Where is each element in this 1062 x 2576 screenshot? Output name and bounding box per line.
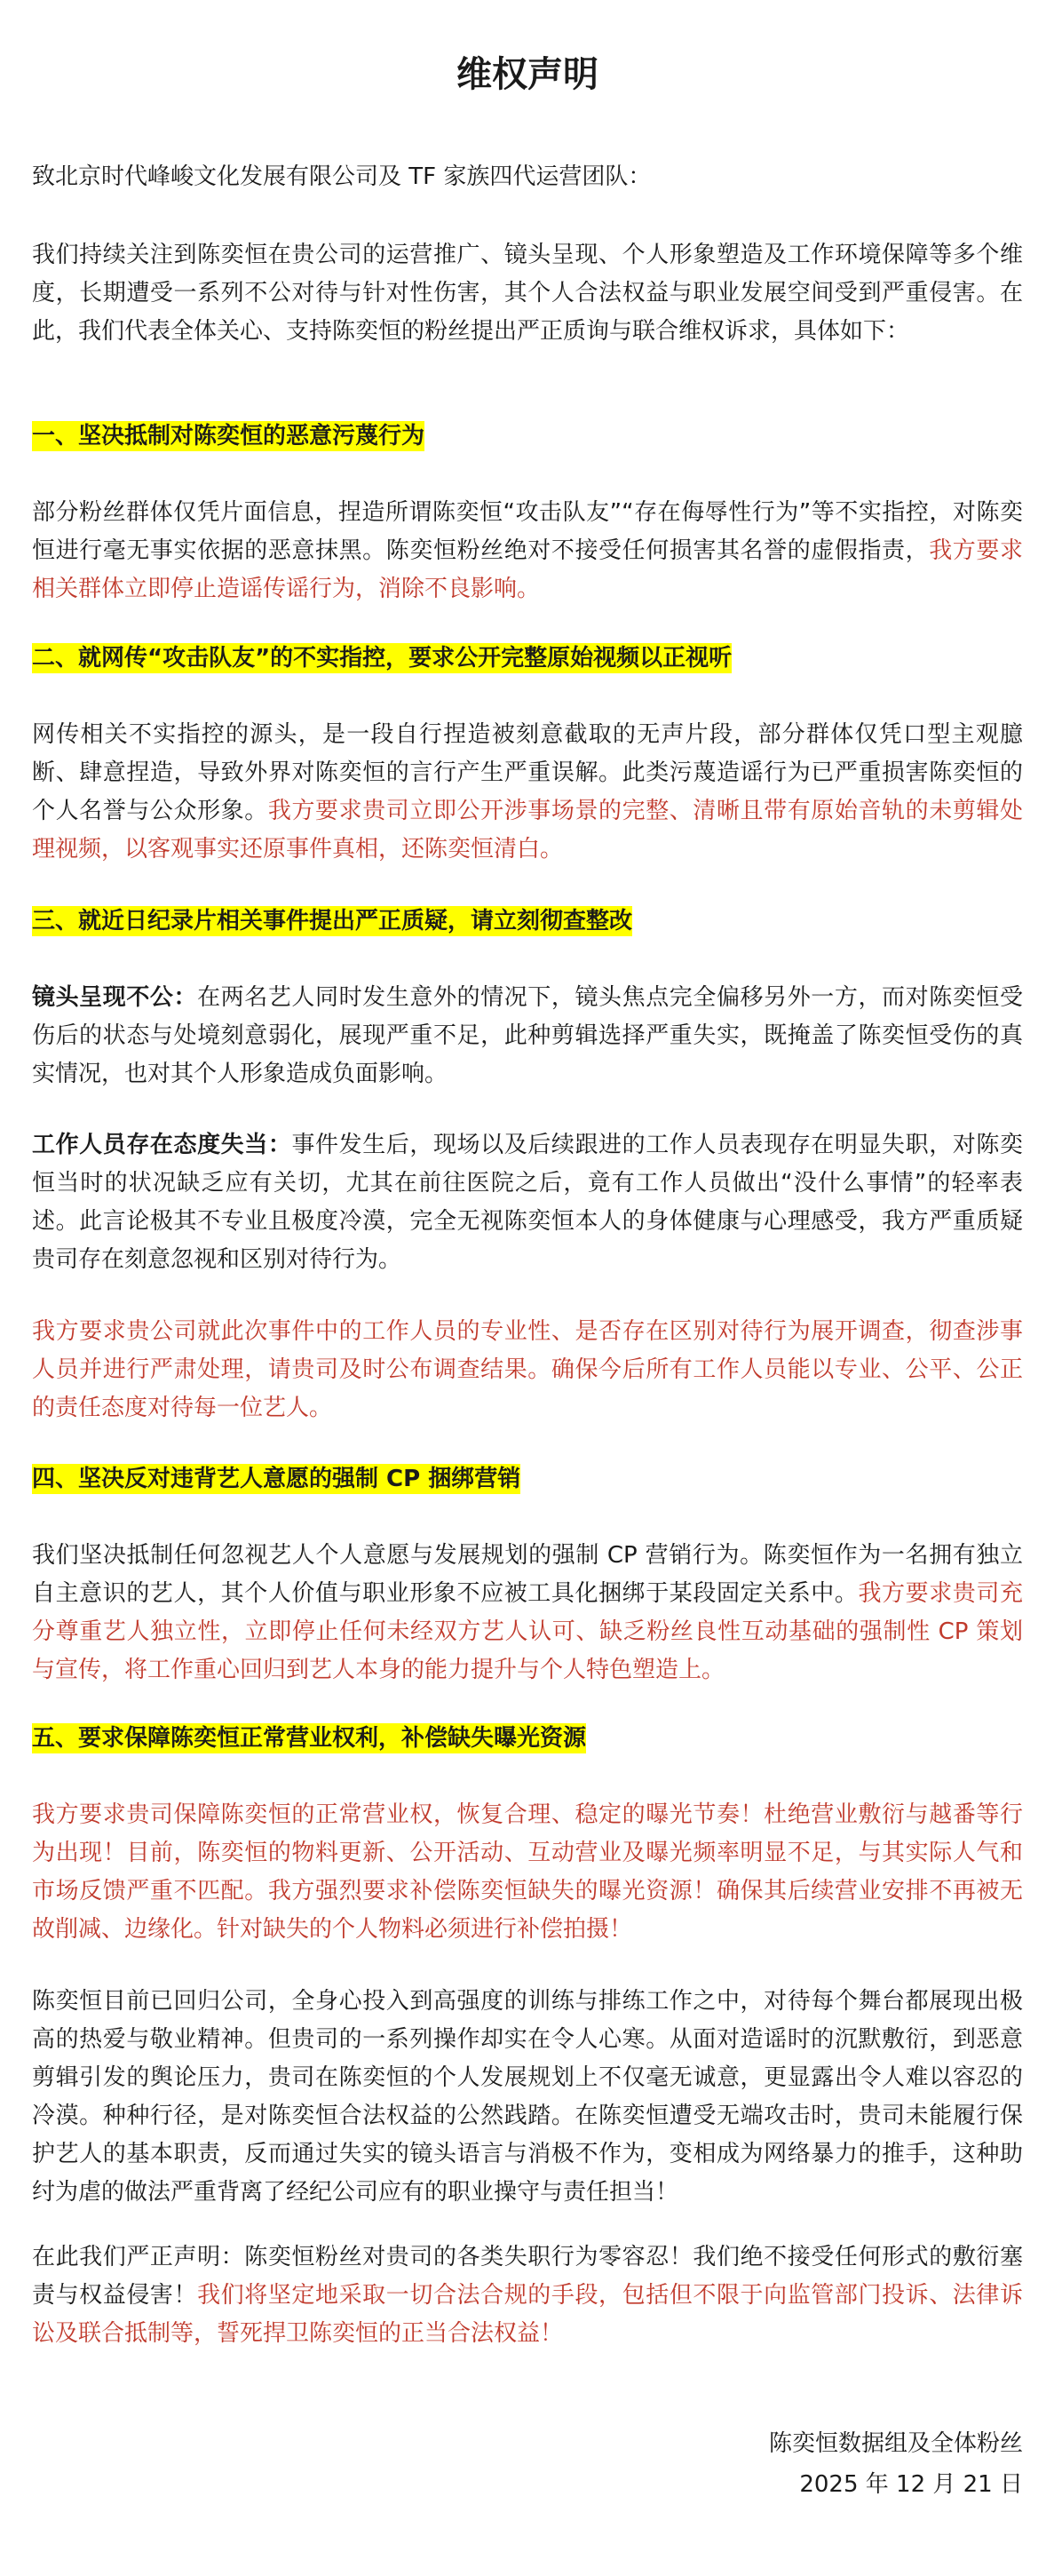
section-2-text: 网传相关不实指控的源头，是一段自行捏造被刻意截取的无声片段，部分群体仅凭口型主观臆断、肆意捏造，导致外界对陈奕恒的言行产生严重误解。此类污蔑造谣行为已严重损害陈奕恒的个人名誉与公众形象。 bbox=[32, 721, 1023, 824]
section-5-heading-text: 五、要求保障陈奕恒正常营业权利，补偿缺失曝光资源 bbox=[32, 1725, 587, 1752]
section-1-heading bbox=[32, 417, 424, 456]
section-5-demand: 我方要求贵司保障陈奕恒的正常营业权，恢复合理、稳定的曝光节奏！杜绝营业敷衍与越番等行为出现！目前，陈奕恒的物料更新、公开活动、互动营业及曝光频率明显不足，与其实际人气和市场反馈严重不匹配。我方强烈要求补偿陈奕恒缺失的曝光资源！确保其后续营业安排不再被无故削减、边缘化。针对缺失的个人物料必须进行补偿拍摄！ bbox=[32, 1801, 1023, 1943]
intro-paragraph: 我们持续关注到陈奕恒在贵公司的运营推广、镜头呈现、个人形象塑造及工作环境保障等多个维度，长期遭受一系列不公对待与针对性伤害，其个人合法权益与职业发展空间受到严重侵害。在此，我们代表全体关心、支持陈奕恒的粉丝提出严正质询与联合维权诉求，具体如下： bbox=[32, 242, 1023, 345]
section-3-p2-label: 工作人员存在态度失当： bbox=[32, 1132, 292, 1158]
section-3-p2-text: 事件发生后，现场以及后续跟进的工作人员表现存在明显失职，对陈奕恒当时的状况缺乏应有关切，尤其在前往医院之后，竟有工作人员做出“没什么事情”的轻率表述。此言论极其不专业且极度冷漠，完全无视陈奕恒本人的身体健康与心理感受，我方严重质疑贵司存在刻意忽视和区别对待行为。 bbox=[32, 1132, 1023, 1273]
section-4-body bbox=[32, 1537, 1023, 1690]
section-2-heading bbox=[32, 640, 732, 678]
addressee: 致北京时代峰峻文化发展有限公司及 TF 家族四代运营团队： bbox=[32, 163, 652, 190]
section-4-heading-text: 四、坚决反对违背艺人意愿的强制 CP 捆绑营销 bbox=[32, 1466, 521, 1492]
section-3-heading-text: 三、就近日纪录片相关事件提出严正质疑，请立刻彻查整改 bbox=[32, 908, 633, 934]
section-2-heading-text: 二、就网传“攻击队友”的不实指控，要求公开完整原始视频以正视听 bbox=[32, 645, 733, 672]
section-5-body: 陈奕恒目前已回归公司，全身心投入到高强度的训练与排练工作之中，对待每个舞台都展现出极高的热爱与敬业精神。但贵司的一系列操作却实在令人心寒。从面对造谣时的沉默敷衍，到恶意剪辑引发的舆论压力，贵司在陈奕恒的个人发展规划上不仅毫无诚意，更显露出令人难以容忍的冷漠。种种行径，是对陈奕恒合法权益的公然践踏。在陈奕恒遭受无端攻击时，贵司未能履行保护艺人的基本职责，反而通过失实的镜头语言与消极不作为，变相成为网络暴力的推手，这种助纣为虐的做法严重背离了经纪公司应有的职业操守与责任担当！ bbox=[32, 1988, 1023, 2206]
section-1-heading-text: 一、坚决抵制对陈奕恒的恶意污蔑行为 bbox=[32, 423, 425, 449]
section-3-paragraph-2 bbox=[32, 1126, 1023, 1279]
signature: 陈奕恒数据组及全体粉丝 bbox=[768, 2430, 1023, 2457]
section-1-body bbox=[32, 494, 1023, 608]
section-4-demand: 我方要求贵司充分尊重艺人独立性，立即停止任何未经双方艺人认可、缺乏粉丝良性互动基础的强制性 CP 策划与宣传，将工作重心回归到艺人本身的能力提升与个人特色塑造上。 bbox=[32, 1580, 1023, 1683]
section-3-demand: 我方要求贵公司就此次事件中的工作人员的专业性、是否存在区别对待行为展开调查，彻查涉事人员并进行严肃处理，请贵司及时公布调查结果。确保今后所有工作人员能以专业、公平、公正的责任态度对待每一位艺人。 bbox=[32, 1318, 1023, 1421]
section-3-paragraph-1 bbox=[32, 979, 1023, 1093]
section-1-demand: 我方要求相关群体立即停止造谣传谣行为，消除不良影响。 bbox=[32, 537, 1023, 602]
section-2-body bbox=[32, 716, 1023, 869]
section-3-p1-text: 在两名艺人同时发生意外的情况下，镜头焦点完全偏移另外一方，而对陈奕恒受伤后的状态与处境刻意弱化，展现严重不足，此种剪辑选择严重失实，既掩盖了陈奕恒受伤的真实情况，也对其个人形象造成负面影响。 bbox=[32, 984, 1023, 1087]
section-4-text: 我们坚决抵制任何忽视艺人个人意愿与发展规划的强制 CP 营销行为。陈奕恒作为一名拥有独立自主意识的艺人，其个人价值与职业形象不应被工具化捆绑于某段固定关系中。 bbox=[32, 1542, 1023, 1607]
document-title: 维权声明 bbox=[456, 54, 598, 95]
closing-demand: 我们将坚定地采取一切合法合规的手段，包括但不限于向监管部门投诉、法律诉讼及联合抵制等，誓死捍卫陈奕恒的正当合法权益！ bbox=[32, 2282, 1023, 2347]
section-1-text: 部分粉丝群体仅凭片面信息，捏造所谓陈奕恒“攻击队友”“存在侮辱性行为”等不实指控，对陈奕恒进行毫无事实依据的恶意抹黑。陈奕恒粉丝绝对不接受任何损害其名誉的虚假指责， bbox=[32, 499, 1023, 564]
section-5-heading bbox=[32, 1720, 586, 1758]
closing-text: 在此我们严正声明：陈奕恒粉丝对贵司的各类失职行为零容忍！我们绝不接受任何形式的敷衍塞责与权益侵害！ bbox=[32, 2244, 1023, 2309]
section-3-p1-label: 镜头呈现不公： bbox=[32, 984, 198, 1011]
section-3-heading bbox=[32, 902, 632, 941]
section-2-demand: 我方要求贵司立即公开涉事场景的完整、清晰且带有原始音轨的未剪辑处理视频，以客观事实还原事件真相，还陈奕恒清白。 bbox=[32, 798, 1023, 863]
section-4-heading bbox=[32, 1460, 520, 1499]
closing-paragraph bbox=[32, 2238, 1023, 2353]
signature-date: 2025 年 12 月 21 日 bbox=[799, 2471, 1023, 2498]
